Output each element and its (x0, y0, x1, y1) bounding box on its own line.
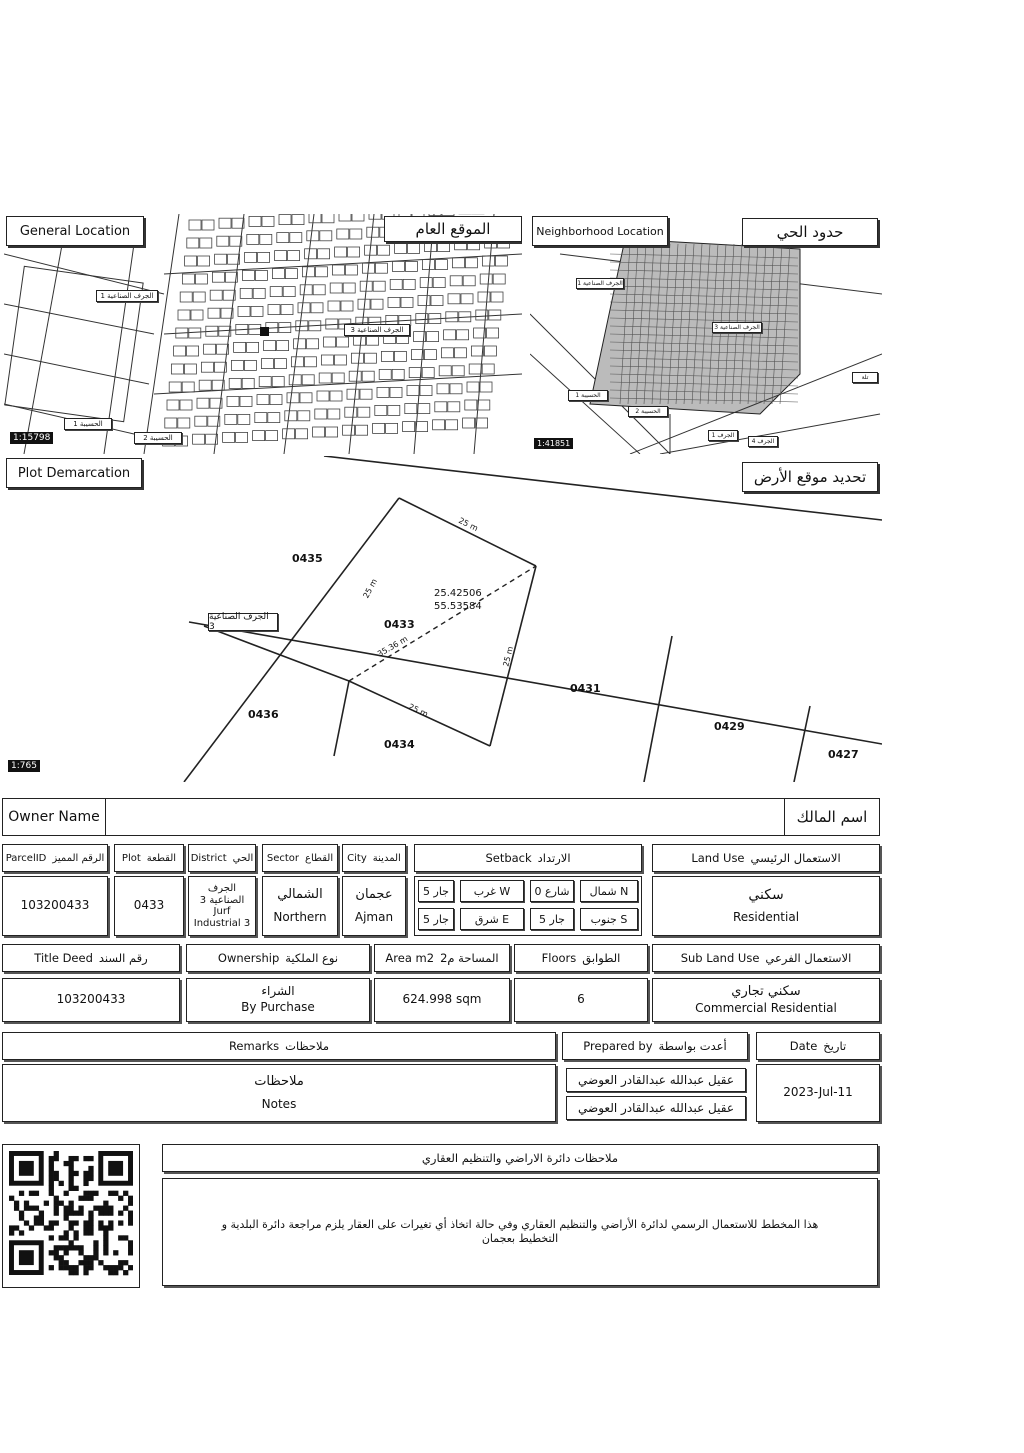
dimension-label: 25 m (501, 645, 516, 668)
district-en-text: Jurf Industrial 3 (193, 906, 251, 929)
land-use-ar-text: سكني (748, 887, 784, 904)
setback-header-en: Setback (485, 850, 532, 865)
setback-south-value: جار 5 (530, 908, 574, 930)
title-deed-header-ar: رقم السند (98, 950, 148, 965)
setback-south-label: جنوب S (580, 908, 638, 930)
floors-header-en: Floors (541, 950, 577, 965)
ownership-header-ar: نوع الملكية (285, 950, 339, 965)
map-label: الحسيبة 2 (628, 406, 668, 417)
map-scale: 1:15798 (10, 432, 53, 444)
area-header-ar: المساحة م2 (440, 950, 499, 965)
dept-notes-body (162, 1178, 878, 1286)
title-deed-text: 103200433 (56, 992, 126, 1007)
parcel-id-text: 103200433 (20, 898, 90, 913)
area-header-en: Area m2 (385, 950, 435, 965)
prepared-by-name-2: عقيل عبدالله عبدالقادر العوضي (566, 1096, 746, 1120)
sector-header-ar: القطاع (305, 852, 334, 864)
sector-value (262, 876, 338, 936)
map-label: تلة (852, 372, 878, 383)
title-deed-header (2, 944, 180, 972)
notes-ar-text: ملاحظات (254, 1073, 304, 1089)
ownership-header (186, 944, 370, 972)
setback-west-value: جار 5 (418, 880, 454, 902)
city-header-en: City (347, 852, 367, 864)
dept-note-line-1: هذا المخطط للاستعمال الرسمي لدائرة الأراضي والتنظيم العقاري وفي حالة اتخاذ أي تغيرات على العقار يلزم مراجعة دائرة البلدية و (221, 1217, 819, 1231)
map-label: الحسيبة 2 (134, 432, 182, 444)
neighborhood-location-en: Neighborhood Location (536, 224, 664, 238)
sub-land-use-header-ar: الاستعمال الفرعي (765, 950, 852, 965)
ownership-value (186, 978, 370, 1022)
qr-code-graphic (9, 1151, 133, 1281)
plot-number: 0435 (292, 552, 323, 565)
notes-value (2, 1064, 556, 1122)
plot-number: 0429 (714, 720, 745, 733)
dimension-label: 25 m (361, 577, 380, 600)
sub-land-use-header-en: Sub Land Use (680, 950, 760, 965)
land-use-header-en: Land Use (691, 850, 745, 865)
map-label: الجرف الصناعية 3 (712, 322, 762, 333)
map-label: الجرف الصناعية 3 (344, 324, 410, 336)
map-label: الجرف 4 (748, 436, 778, 447)
owner-name-label (2, 798, 106, 836)
plot-demarcation-drawing (4, 456, 882, 782)
dimension-label: 35.36 m (375, 634, 410, 659)
plot-number: 0436 (248, 708, 279, 721)
plot-demarcation-map (4, 456, 882, 782)
area-value (374, 978, 510, 1022)
sector-ar-text: الشمالي (277, 886, 323, 902)
date-header (756, 1032, 880, 1060)
sub-land-use-en-text: Commercial Residential (695, 1000, 837, 1015)
parcel-id-header (2, 844, 108, 872)
dimension-label: 25 m (407, 702, 430, 719)
ownership-header-en: Ownership (217, 950, 280, 965)
sub-land-use-ar-text: سكني تجاري (731, 983, 801, 999)
district-tag: الجرف الصناعية 3 (208, 613, 278, 631)
plot-header-ar: القطعة (146, 852, 177, 864)
neighborhood-map-drawing (530, 214, 882, 454)
owner-name-label-ar (784, 798, 880, 836)
plot-number: 0427 (828, 748, 859, 761)
land-use-en-text: Residential (732, 910, 800, 925)
remarks-header (2, 1032, 556, 1060)
city-header-ar: المدينة (372, 852, 401, 864)
plot-demarcation-title-ar (742, 462, 878, 492)
prepared-by-header-en: Prepared by (583, 1038, 653, 1053)
prepared-by-header (562, 1032, 748, 1060)
district-value (188, 876, 256, 936)
ownership-en-text: By Purchase (241, 1000, 315, 1014)
remarks-header-en: Remarks (228, 1038, 280, 1053)
map-label: الجرف 1 (708, 430, 738, 441)
floors-header (514, 944, 648, 972)
map-scale: 1:41851 (534, 438, 573, 449)
parcel-id-header-en: ParcelID (5, 852, 47, 864)
setback-east-label: شرق E (460, 908, 524, 930)
general-location-title-ar (384, 216, 522, 242)
neighborhood-location-title-ar (742, 218, 878, 246)
plot-number: 0433 (384, 618, 415, 631)
city-en-text: Ajman (354, 909, 394, 924)
coordinate-lat: 25.42506 (434, 588, 482, 599)
plot-number: 0434 (384, 738, 415, 751)
remarks-header-ar: ملاحظات (285, 1038, 330, 1053)
setback-west-label: غرب W (460, 880, 524, 902)
district-header (188, 844, 256, 872)
land-use-header-ar: الاستعمال الرئيسي (750, 850, 841, 865)
dept-notes-title: ملاحظات دائرة الاراضي والتنظيم العقاري (421, 1150, 619, 1165)
coordinate-lon: 55.53584 (434, 601, 482, 612)
plot-value (114, 876, 184, 936)
general-location-en: General Location (19, 223, 131, 239)
city-ar-text: عجمان (355, 886, 393, 902)
floors-value (514, 978, 648, 1022)
title-deed-value (2, 978, 180, 1022)
district-header-en: District (190, 852, 227, 864)
general-location-map (4, 214, 522, 454)
dept-note-line-2: التخطيط بعجمان (481, 1232, 559, 1245)
owner-name-label-en: Owner Name (8, 809, 100, 825)
owner-name-label-ar-text: اسم المالك (796, 808, 868, 826)
owner-row (2, 798, 880, 836)
map-label: الحسيبة 1 (568, 390, 608, 401)
general-location-ar: الموقع العام (415, 220, 491, 238)
floors-header-ar: الطوابق (582, 950, 621, 965)
setback-north-value: شارع 0 (530, 880, 574, 902)
plot-text: 0433 (133, 898, 165, 913)
district-header-ar: الحي (232, 852, 254, 864)
floors-text: 6 (577, 992, 585, 1007)
setback-header (414, 844, 642, 872)
plot-header (114, 844, 184, 872)
prepared-by-name-1: عقيل عبدالله عبدالقادر العوضي (566, 1068, 746, 1092)
sub-land-use-value (652, 978, 880, 1022)
city-header (342, 844, 406, 872)
plot-demarcation-title (6, 458, 142, 488)
plot-number: 0431 (570, 682, 601, 695)
setback-east-value: جار 5 (418, 908, 454, 930)
prepared-by-header-ar: أعدت بواسطة (658, 1038, 727, 1053)
plot-header-en: Plot (121, 852, 141, 864)
map-label: الحسيبة 1 (64, 418, 112, 430)
date-text: 2023-Jul-11 (783, 1085, 853, 1100)
setback-header-ar: الارتداد (537, 850, 571, 865)
sector-header-en: Sector (266, 852, 300, 864)
general-location-title (6, 216, 144, 246)
sector-header (262, 844, 338, 872)
date-header-en: Date (789, 1038, 818, 1053)
area-text: 624.998 sqm (402, 992, 482, 1007)
district-ar-text: الجرف الصناعية 3 (199, 883, 245, 906)
dept-notes-header (162, 1144, 878, 1172)
sub-land-use-header (652, 944, 880, 972)
city-value (342, 876, 406, 936)
land-use-header (652, 844, 880, 872)
map-label: الجرف الصناعية 1 (96, 290, 158, 302)
neighborhood-location-ar: حدود الحي (776, 223, 844, 241)
land-use-value (652, 876, 880, 936)
neighborhood-location-title (532, 216, 668, 246)
setback-north-label: شمال N (580, 880, 638, 902)
dimension-label: 25 m (457, 515, 480, 534)
sector-en-text: Northern (273, 909, 327, 924)
ownership-ar-text: الشراء (261, 984, 295, 999)
parcel-id-value (2, 876, 108, 936)
title-deed-header-en: Title Deed (34, 950, 93, 965)
notes-en-text: Notes (261, 1096, 297, 1111)
date-header-ar: تاريخ (823, 1038, 847, 1053)
qr-code (2, 1144, 140, 1288)
parcel-id-header-ar: الرقم المميز (52, 852, 105, 864)
plot-demarcation-ar: تحديد موقع الأرض (753, 468, 867, 486)
date-value (756, 1064, 880, 1122)
map-label: الجرف الصناعية 1 (577, 280, 623, 287)
neighborhood-location-map (530, 214, 882, 454)
plot-demarcation-en: Plot Demarcation (17, 465, 131, 481)
map-scale: 1:765 (8, 760, 40, 772)
area-header (374, 944, 510, 972)
